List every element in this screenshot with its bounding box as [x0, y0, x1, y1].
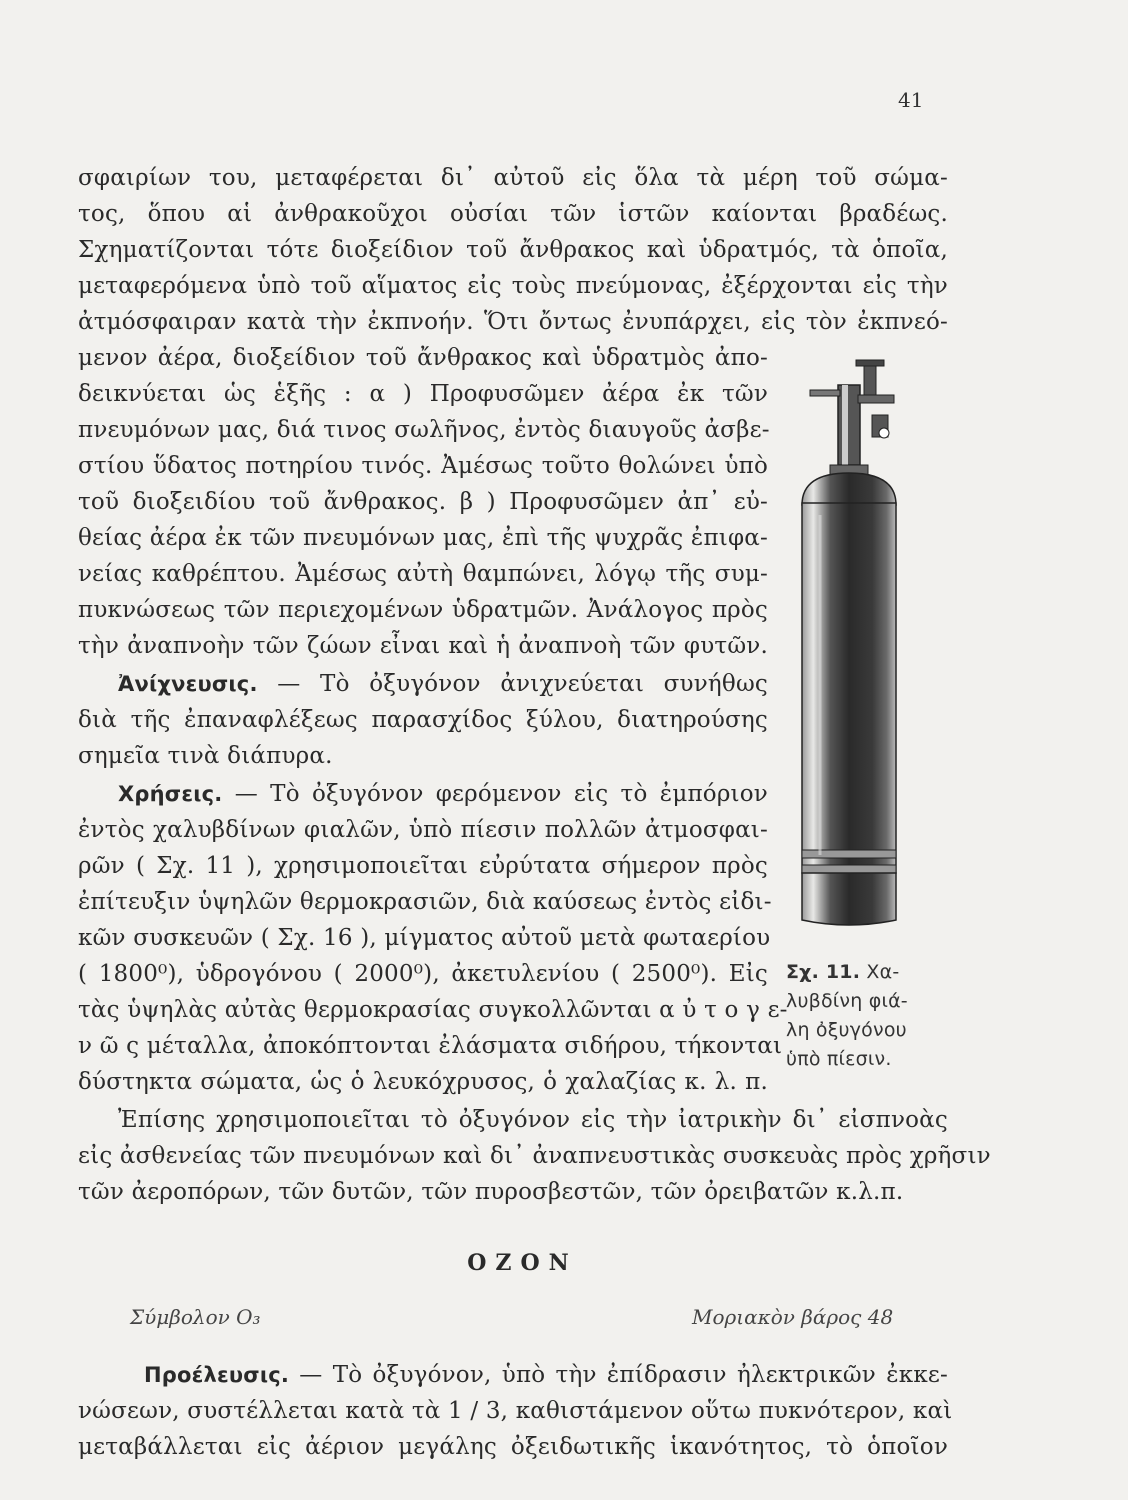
text-line: νώσεων, συστέλλεται κατὰ τὰ 1 / 3, καθιστάμενον οὕτω πυκνότερον, καὶ	[78, 1398, 953, 1424]
text-line: τὰς ὑψηλὰς αὐτὰς θερμοκρασίας συγκολλῶνται α ὐ τ ο γ ε-	[78, 997, 788, 1023]
text-line: τὴν ἀναπνοὴν τῶν ζώων εἶναι καὶ ἡ ἀναπνοὴ τῶν φυτῶν.	[78, 633, 768, 659]
caption-line	[786, 958, 946, 987]
text-line: στίου ὕδατος ποτηρίου τινός. Ἀμέσως τοῦτο θολώνει ὑπὸ	[78, 453, 768, 479]
figure-caption	[786, 958, 946, 1074]
section-label-uses: Χρήσεις.	[118, 782, 223, 806]
text-line: νείας καθρέπτου. Ἀμέσως αὐτὴ θαμπώνει, λόγῳ τῆς συμ-	[78, 561, 768, 587]
text-line: τος, ὅπου αἱ ἀνθρακοῦχοι οὐσίαι τῶν ἱστῶν καίονται βραδέως.	[78, 201, 948, 227]
text-line: ρῶν ( Σχ. 11 ), χρησιμοποιεῖται εὐρύτατα σήμερον πρὸς	[78, 853, 768, 879]
text-line: Σχηματίζονται τότε διοξείδιον τοῦ ἄνθρακος καὶ ὑδρατμός, τὰ ὁποῖα,	[78, 237, 948, 263]
text-line	[118, 779, 768, 809]
text-line	[118, 669, 768, 699]
section-label-origin: Προέλευσις.	[144, 1363, 290, 1387]
text-line: ν ῶ ς μέταλλα, ἀποκόπτονται ἐλάσματα σιδήρου, τήκονται	[78, 1033, 783, 1059]
chemical-symbol: Σύμβολον O₃	[130, 1305, 261, 1329]
text-line: τῶν ἀεροπόρων, τῶν δυτῶν, τῶν πυροσβεστῶν, τῶν ὀρειβατῶν κ.λ.π.	[78, 1179, 904, 1205]
text-line: πνευμόνων μας, διά τινος σωλῆνος, ἐντὸς διαυγοῦς ἀσβε-	[78, 417, 770, 443]
text-line: ἀτμόσφαιραν κατὰ τὴν ἐκπνοήν. Ὅτι ὄντως ἐνυπάρχει, εἰς τὸν ἐκπνεό-	[78, 309, 948, 335]
text-line: ἐντὸς χαλυβδίνων φιαλῶν, ὑπὸ πίεσιν πολλῶν ἀτμοσφαι-	[78, 817, 768, 843]
text-line: θείας ἀέρα ἐκ τῶν πνευμόνων μας, ἐπὶ τῆς ψυχρᾶς ἐπιφα-	[78, 525, 768, 551]
text-line: σημεῖα τινὰ διάπυρα.	[78, 743, 333, 769]
text-line: διὰ τῆς ἐπαναφλέξεως παρασχίδος ξύλου, διατηρούσης	[78, 707, 768, 733]
text-span: — Τὸ ὀξυγόνον ἀνιχνεύεται συνήθως	[257, 671, 768, 697]
text-line: τοῦ διοξειδίου τοῦ ἄνθρακος. β ) Προφυσῶμεν ἀπ᾽ εὐ-	[78, 489, 768, 515]
caption-line: λυβδίνη φιά-	[786, 990, 908, 1012]
oxygen-cylinder-illustration	[780, 355, 930, 935]
text-line	[144, 1360, 948, 1390]
text-line: Ἐπίσης χρησιμοποιεῖται τὸ ὀξυγόνον εἰς τὴν ἰατρικὴν δι᾽ εἰσπνοὰς	[118, 1107, 948, 1133]
section-label-detection: Ἀνίχνευσις.	[118, 672, 258, 696]
text-span: — Τὸ ὀξυγόνον φερόμενον εἰς τὸ ἐμπόριον	[222, 781, 768, 807]
text-line: ἐπίτευξιν ὑψηλῶν θερμοκρασιῶν, διὰ καύσεως ἐντὸς εἰδι-	[78, 889, 772, 915]
text-line: σφαιρίων του, μεταφέρεται δι᾽ αὐτοῦ εἰς ὅλα τὰ μέρη τοῦ σώμα-	[78, 165, 948, 191]
caption-span: Χα-	[860, 961, 900, 983]
section-heading-ozone: ΟΖΟΝ	[467, 1250, 578, 1276]
caption-line: ὑπὸ πίεσιν.	[786, 1048, 892, 1070]
molecular-weight: Μοριακὸν βάρος 48	[692, 1305, 894, 1329]
text-line: ( 1800⁰), ὑδρογόνου ( 2000⁰), ἀκετυλενίου ( 2500⁰). Εἰς	[78, 961, 768, 987]
text-line: μεταφερόμενα ὑπὸ τοῦ αἵματος εἰς τοὺς πνεύμονας, ἐξέρχονται εἰς τὴν	[78, 273, 948, 299]
text-line: εἰς ἀσθενείας τῶν πνευμόνων καὶ δι᾽ ἀναπνευστικὰς συσκευὰς πρὸς χρῆσιν	[78, 1143, 991, 1169]
text-line: δεικνύεται ὡς ἑξῆς : α ) Προφυσῶμεν ἀέρα ἐκ τῶν	[78, 381, 768, 407]
text-line: δύστηκτα σώματα, ὡς ὁ λευκόχρυσος, ὁ χαλαζίας κ. λ. π.	[78, 1069, 768, 1095]
text-line: μεταβάλλεται εἰς ἀέριον μεγάλης ὀξειδωτικῆς ἱκανότητος, τὸ ὁποῖον	[78, 1434, 948, 1460]
text-line: κῶν συσκευῶν ( Σχ. 16 ), μίγματος αὐτοῦ μετὰ φωταερίου	[78, 925, 771, 951]
text-span: — Τὸ ὀξυγόνον, ὑπὸ τὴν ἐπίδρασιν ἠλεκτρικῶν ἐκκε-	[289, 1362, 948, 1388]
text-line: πυκνώσεως τῶν περιεχομένων ὑδρατμῶν. Ἀνάλογος πρὸς	[78, 597, 768, 623]
caption-line: λη ὀξυγόνου	[786, 1019, 907, 1041]
text-line: μενον ἀέρα, διοξείδιον τοῦ ἄνθρακος καὶ ὑδρατμὸς ἀπο-	[78, 345, 768, 371]
figure-label: Σχ. 11.	[786, 961, 861, 983]
page-number: 41	[898, 88, 924, 112]
